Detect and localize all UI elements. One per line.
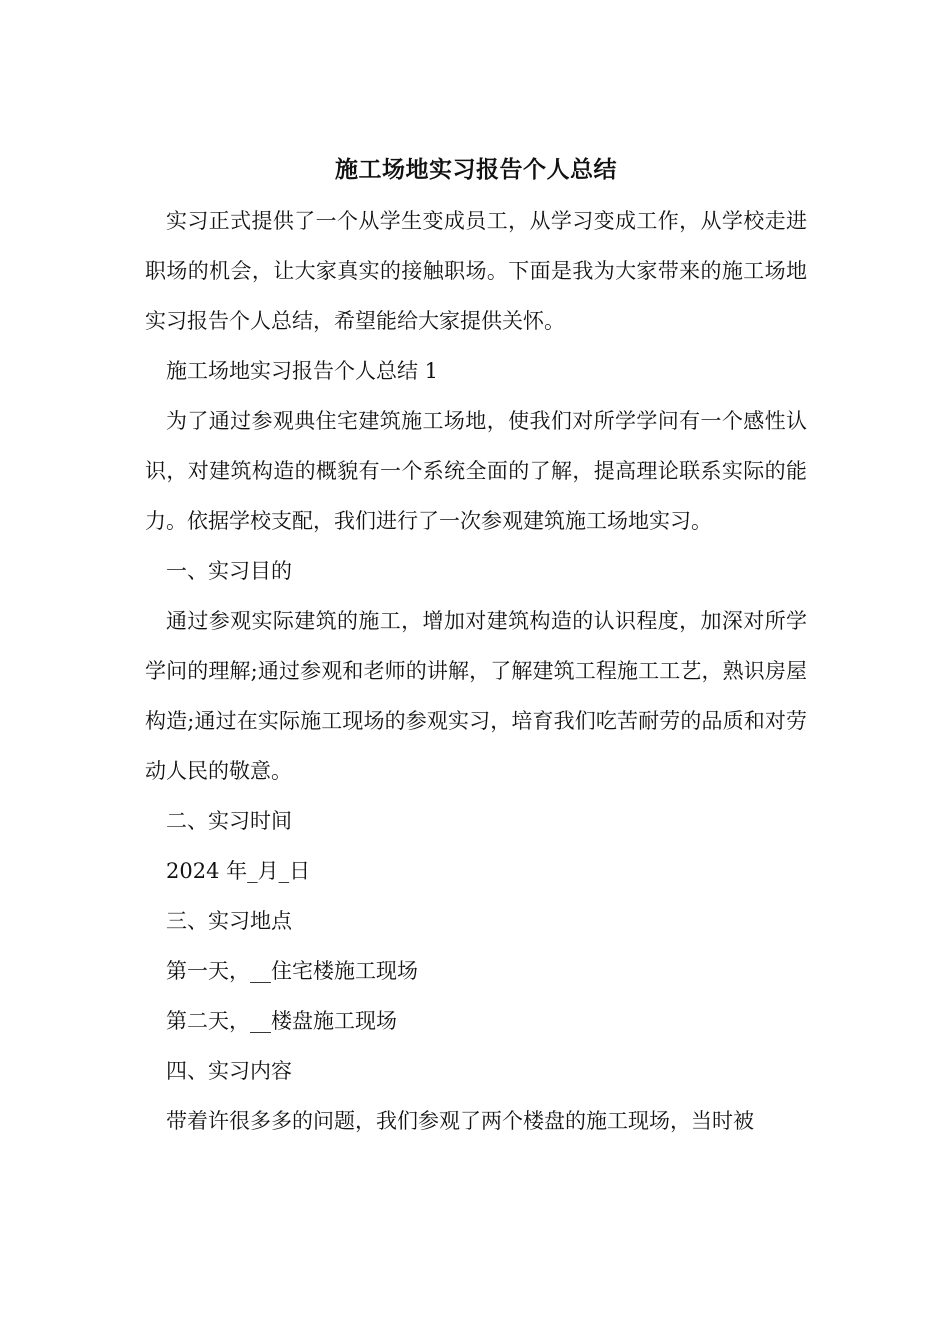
intro-paragraph: 实习正式提供了一个从学生变成员工，从学习变成工作，从学校走进职场的机会，让大家真实的接触职场。下面是我为大家带来的施工场地实习报告个人总结，希望能给大家提供关怀。	[145, 209, 807, 333]
body-paragraph-date: 2024 年_月_日	[166, 859, 311, 883]
section-heading-purpose: 一、实习目的	[166, 559, 292, 583]
body-paragraph-day-2: 第二天，__楼盘施工现场	[166, 1009, 397, 1033]
body-paragraph-purpose-intro: 为了通过参观典住宅建筑施工场地，使我们对所学学问有一个感性认识，对建筑构造的概貌有一个系统全面的了解，提高理论联系实际的能力。依据学校支配，我们进行了一次参观建筑施工场地实习。	[145, 409, 807, 533]
body-paragraph-day-1: 第一天，__住宅楼施工现场	[166, 959, 418, 983]
section-heading-time: 二、实习时间	[166, 809, 292, 833]
section-heading-location: 三、实习地点	[166, 909, 292, 933]
document-body	[145, 150, 807, 1146]
section-heading-content: 四、实习内容	[166, 1059, 292, 1083]
body-paragraph-purpose: 通过参观实际建筑的施工，增加对建筑构造的认识程度，加深对所学学问的理解;通过参观和老师的讲解，了解建筑工程施工工艺，熟识房屋构造;通过在实际施工现场的参观实习，培育我们吃苦耐劳的品质和对劳动人民的敬意。	[145, 609, 807, 783]
body-paragraph-content: 带着许很多多的问题，我们参观了两个楼盘的施工现场，当时被	[166, 1109, 754, 1133]
document-title: 施工场地实习报告个人总结	[335, 156, 617, 183]
section-heading-summary-1: 施工场地实习报告个人总结 1	[166, 359, 439, 383]
